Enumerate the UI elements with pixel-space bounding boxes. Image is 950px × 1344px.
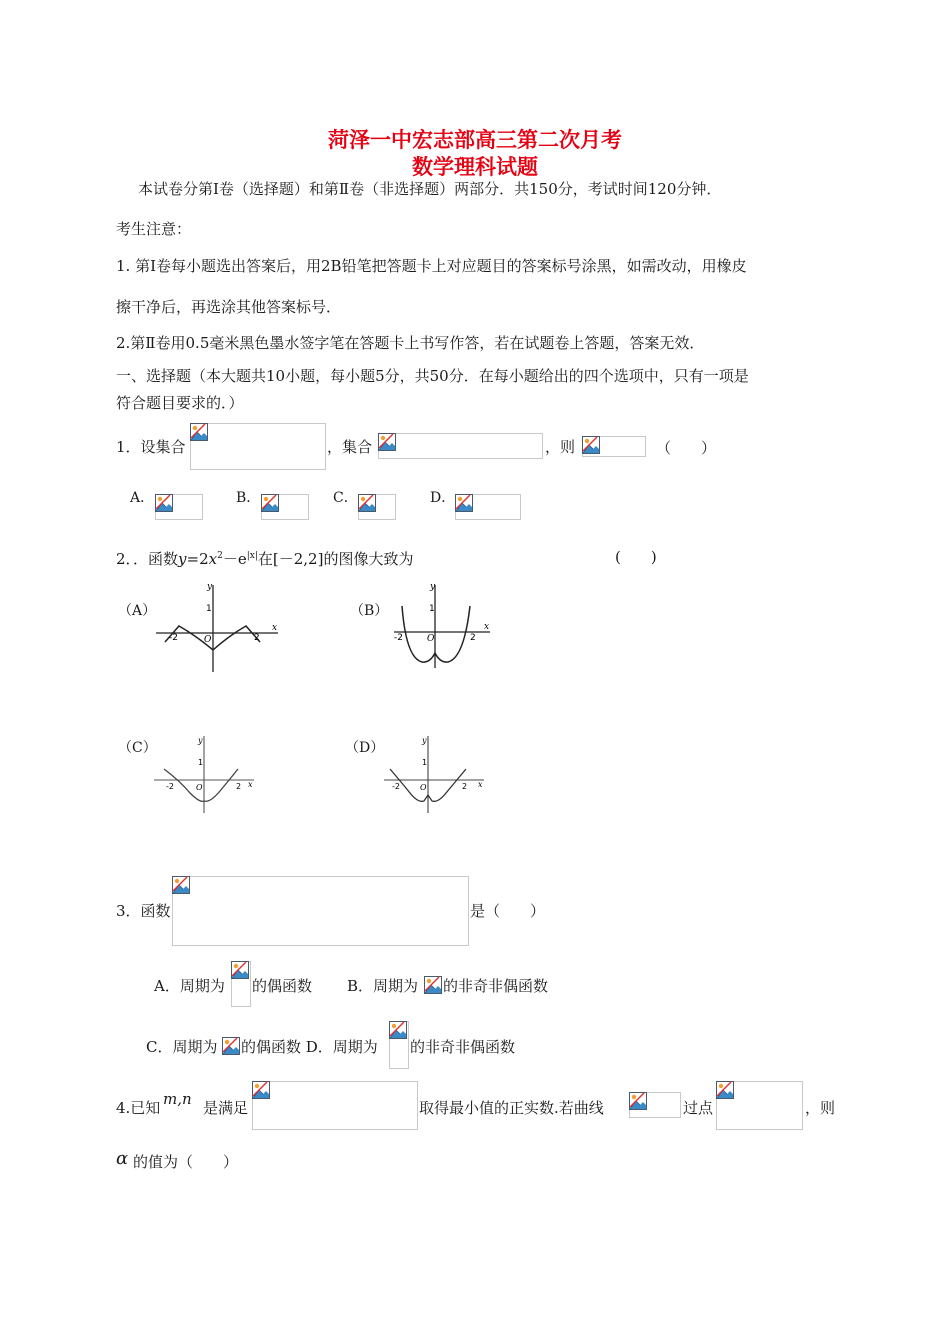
q2-func-y: y xyxy=(178,550,187,568)
broken-image-icon xyxy=(190,423,208,441)
q1-option-d-label: D． xyxy=(430,490,456,506)
q1-option-b-label: B． xyxy=(236,490,261,506)
broken-image-icon xyxy=(155,494,173,512)
broken-image-icon xyxy=(455,494,473,512)
notice-heading: 考生注意： xyxy=(116,220,192,238)
exam-title: 菏泽一中宏志部高三第二次月考 xyxy=(328,128,622,152)
q4-mn: m,n xyxy=(163,1090,192,1108)
q1-then: ，则 xyxy=(545,438,576,456)
q2-graph-d xyxy=(380,733,490,818)
q3-option-a-suffix: 的偶函数 xyxy=(252,977,313,995)
q1-result-image xyxy=(582,436,646,457)
q2-func-x: x xyxy=(208,550,218,568)
q4-mid3: 过点 xyxy=(683,1099,714,1117)
q3-prefix: 3．函数 xyxy=(116,902,171,920)
axis-y-label: y xyxy=(207,582,213,592)
q4-end: ，则 xyxy=(805,1099,836,1117)
broken-image-icon xyxy=(582,436,600,454)
tick-one: 1 xyxy=(206,604,212,614)
tick-pos2: 2 xyxy=(462,782,468,791)
q2-answer-paren: ( ) xyxy=(615,548,657,566)
axis-x-label: x xyxy=(272,623,278,633)
broken-image-icon xyxy=(252,1081,270,1099)
q3-option-a-text: A．周期为 xyxy=(154,977,225,995)
q2-suffix: 在[－2,2]的图像大致为 xyxy=(257,550,414,568)
q1-option-d-image xyxy=(455,494,521,520)
q4-line2: 的值为（ ） xyxy=(133,1153,239,1171)
axis-x-label: x xyxy=(248,780,253,789)
section-heading-cont: 符合题目要求的．） xyxy=(116,394,244,412)
broken-image-icon xyxy=(629,1092,647,1110)
q1-mid: ，集合 xyxy=(327,438,373,456)
q4-condition-image xyxy=(252,1081,418,1130)
q2-graph-d-label: （D） xyxy=(345,740,385,756)
broken-image-icon xyxy=(231,961,249,979)
q1-option-c-label: C． xyxy=(333,490,358,506)
tick-pos2: 2 xyxy=(236,782,242,791)
q3-option-c-text: C．周期为 xyxy=(146,1038,218,1056)
tick-neg2: -2 xyxy=(166,782,174,791)
q4-mid: 是满足 xyxy=(203,1099,249,1117)
origin-label: O xyxy=(204,635,212,645)
tick-one: 1 xyxy=(198,758,204,767)
q3-option-a-image xyxy=(231,961,251,1007)
q4-mid2: 取得最小值的正实数.若曲线 xyxy=(419,1099,604,1117)
q2-func-square: 2 xyxy=(217,551,223,561)
origin-label: O xyxy=(420,783,427,792)
q3-option-c-suffix: 的偶函数 D．周期为 xyxy=(241,1038,378,1056)
q2-stem xyxy=(116,546,413,569)
tick-neg2: -2 xyxy=(394,633,403,643)
tick-pos2: 2 xyxy=(470,633,476,643)
q3-option-c-image xyxy=(222,1037,240,1055)
broken-image-icon xyxy=(172,876,190,894)
notice-item-1: 1. 第Ⅰ卷每小题选出答案后，用2B铅笔把答题卡上对应题目的答案标号涂黑，如需改动，用橡皮 xyxy=(116,257,747,275)
exam-subtitle: 数学理科试题 xyxy=(412,155,538,179)
curve xyxy=(402,606,470,662)
notice-item-1-cont: 擦干净后，再选涂其他答案标号． xyxy=(116,298,342,316)
q1-option-a-image xyxy=(155,494,203,520)
tick-neg2: -2 xyxy=(392,782,400,791)
q2-prefix: 2．．函数 xyxy=(116,550,179,568)
intro-text: 本试卷分第Ⅰ卷（选择题）和第Ⅱ卷（非选择题）两部分．共150分，考试时间120分钟． xyxy=(138,180,722,198)
q3-function-image xyxy=(172,876,469,946)
q4-prefix: 4.已知 xyxy=(116,1099,161,1117)
broken-image-icon xyxy=(389,1021,407,1039)
broken-image-icon xyxy=(378,433,396,451)
tick-neg2: -2 xyxy=(169,633,178,643)
q3-suffix: 是（ ） xyxy=(470,902,546,920)
q1-option-a-label: A． xyxy=(130,490,155,506)
axis-x-label: x xyxy=(484,622,490,632)
q4-point-image xyxy=(716,1081,803,1130)
broken-image-icon xyxy=(424,976,442,994)
q4-alpha: α xyxy=(116,1148,129,1169)
tick-pos2: 2 xyxy=(254,633,260,643)
broken-image-icon xyxy=(222,1037,240,1055)
broken-image-icon xyxy=(261,494,279,512)
notice-item-2: 2.第Ⅱ卷用0.5毫米黑色墨水签字笔在答题卡上书写作答，若在试题卷上答题，答案无效． xyxy=(116,334,705,352)
q1-answer-paren: （ ） xyxy=(656,439,717,457)
q2-func-exponent: |x| xyxy=(246,551,258,561)
q2-graph-c xyxy=(150,733,260,818)
q3-option-b-suffix: 的非奇非偶函数 xyxy=(443,977,549,995)
broken-image-icon xyxy=(358,494,376,512)
q2-graph-a xyxy=(150,580,285,675)
q4-curve-image xyxy=(629,1092,681,1118)
q2-graph-c-label: （C） xyxy=(118,740,157,756)
q1-set-a-image xyxy=(190,423,326,470)
q1-set-b-image xyxy=(378,433,543,459)
q1-prefix: 1．设集合 xyxy=(116,438,186,456)
q2-func-eq: =2 xyxy=(186,550,209,568)
section-heading: 一、选择题（本大题共10小题，每小题5分，共50分．在每小题给出的四个选项中，只有一项是 xyxy=(116,367,749,385)
q3-option-d-image xyxy=(389,1021,409,1069)
q2-graph-b xyxy=(390,580,500,675)
q1-option-b-image xyxy=(261,494,309,520)
q3-option-d-suffix: 的非奇非偶函数 xyxy=(410,1038,516,1056)
q3-option-b-text: B．周期为 xyxy=(347,977,419,995)
q2-graph-b-label: （B） xyxy=(350,603,389,619)
q2-func-e: －e xyxy=(222,550,247,568)
origin-label: O xyxy=(427,634,435,644)
broken-image-icon xyxy=(716,1081,734,1099)
origin-label: O xyxy=(196,783,203,792)
q2-graph-a-label: （A） xyxy=(118,603,157,619)
axis-y-label: y xyxy=(198,736,203,745)
axis-x-label: x xyxy=(478,780,483,789)
q1-option-c-image xyxy=(358,494,396,520)
axis-y-label: y xyxy=(422,736,427,745)
tick-one: 1 xyxy=(422,758,428,767)
axis-y-label: y xyxy=(430,582,436,592)
q3-option-b-image xyxy=(424,976,442,994)
tick-one: 1 xyxy=(429,604,435,614)
